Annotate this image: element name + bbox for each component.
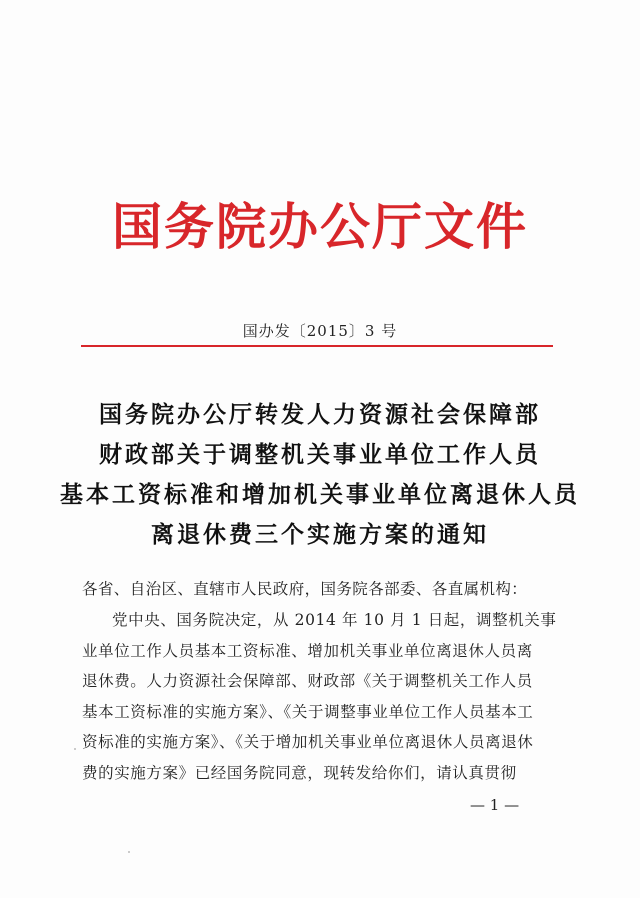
- body-line: 业单位工作人员基本工资标准、增加机关事业单位离退休人员离: [82, 641, 533, 660]
- issuer-banner: 国务院办公厅文件: [112, 197, 528, 256]
- title-line: 财政部关于调整机关事业单位工作人员: [99, 442, 541, 468]
- title-line: 国务院办公厅转发人力资源社会保障部: [99, 402, 541, 428]
- title-line: 离退休费三个实施方案的通知: [151, 522, 489, 548]
- title-line: 基本工资标准和增加机关事业单位离退休人员: [60, 482, 580, 508]
- body-paragraph: [82, 605, 562, 788]
- document-number: 国办发〔2015〕3 号: [242, 322, 398, 340]
- body-line: 资标准的实施方案》、《关于增加机关事业单位离退休人员离退休: [82, 733, 534, 751]
- body-line: 基本工资标准的实施方案》、《关于调整事业单位工作人员基本工: [82, 702, 534, 721]
- document-title: [60, 395, 580, 555]
- scan-speck: [128, 851, 130, 853]
- page-number: — 1 —: [470, 796, 520, 814]
- body-line: 退休费。人力资源社会保障部、财政部《关于调整机关工作人员: [82, 672, 533, 690]
- body-line: 费的实施方案》已经国务院同意，现转发给你们，请认真贯彻: [82, 763, 517, 782]
- red-divider-rule: [81, 345, 553, 347]
- body-line: 党中央、国务院决定，从 2014 年 10 月 1 日起，调整机关事: [112, 611, 557, 629]
- salutation: 各省、自治区、直辖市人民政府，国务院各部委、各直属机构：: [82, 580, 528, 598]
- scan-speck: [74, 748, 76, 750]
